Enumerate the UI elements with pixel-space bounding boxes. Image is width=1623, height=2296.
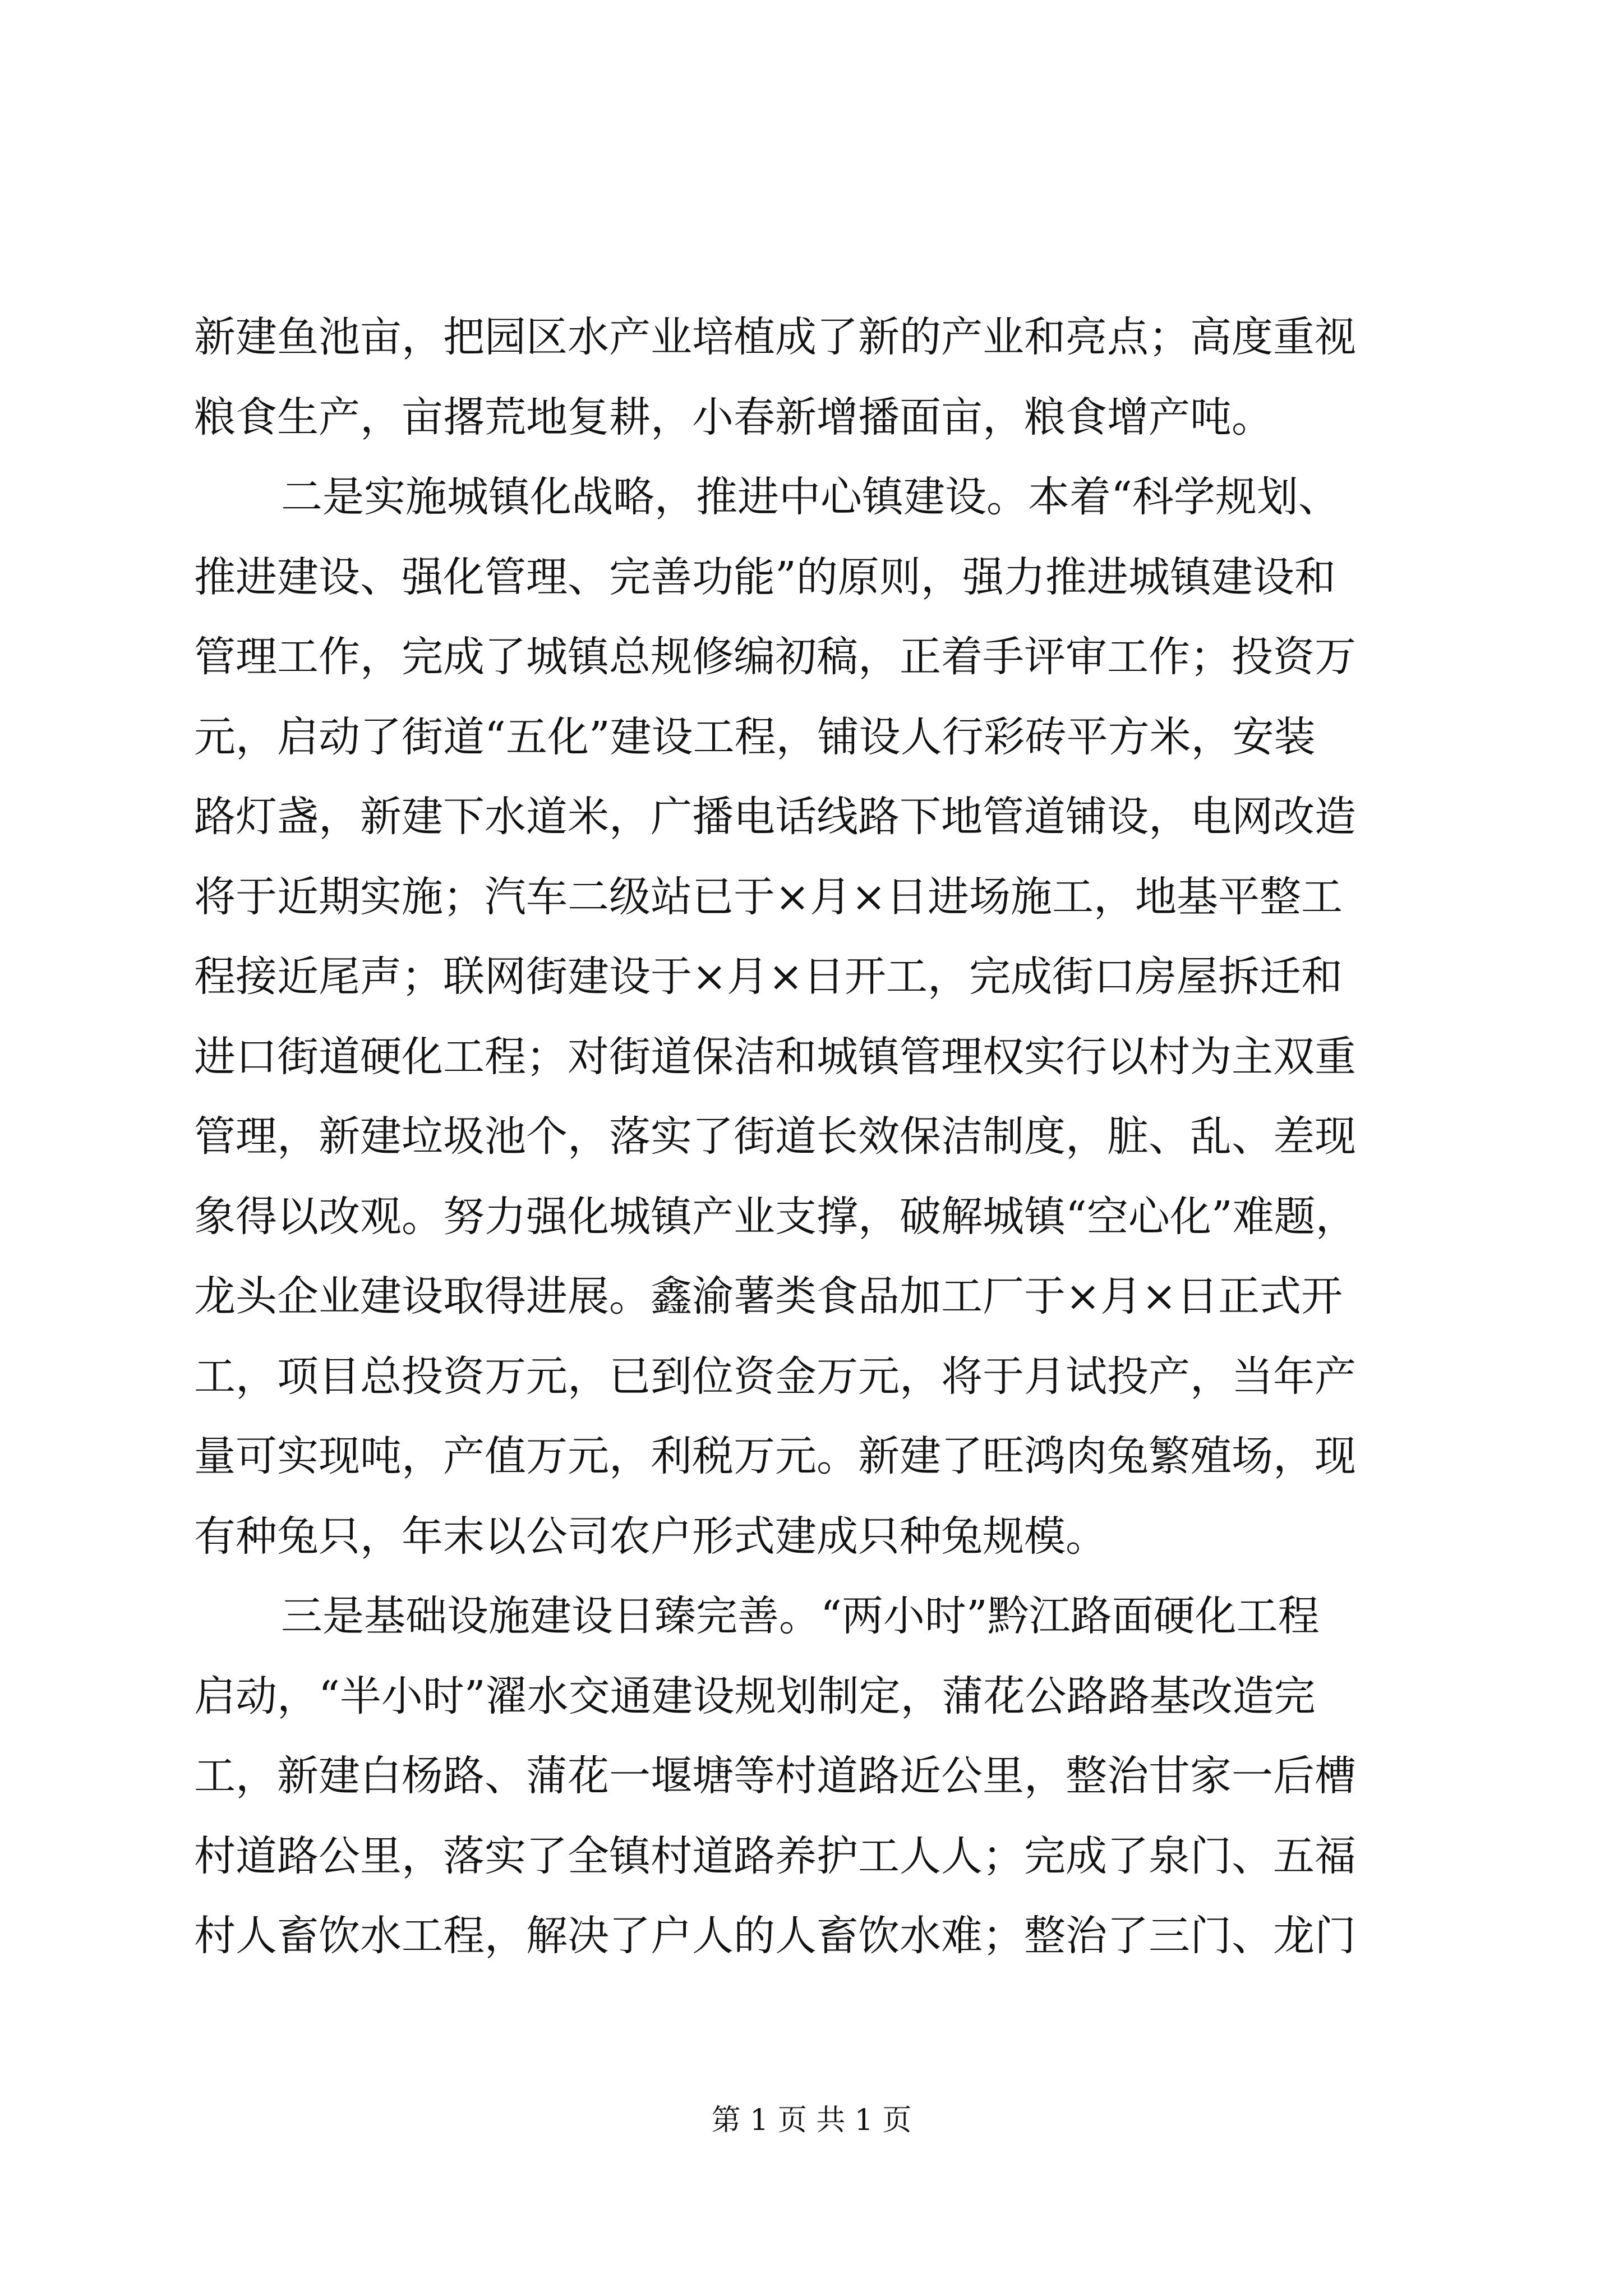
text-line: 推进建设、强化管理、完善功能”的原则，强力推进城镇建设和: [194, 553, 1336, 601]
text-line: 龙头企业建设取得进展。鑫渝薯类食品加工厂于×月×日正式开: [194, 1272, 1343, 1320]
text-line: 工，项目总投资万元，已到位资金万元，将于月试投产，当年产: [194, 1352, 1356, 1401]
paragraph-start-line: 二是实施城镇化战略，推进中心镇建设。本着“科学规划、: [281, 473, 1340, 521]
text-line: 工，新建白杨路、蒲花一堰塘等村道路近公里，整治甘家一后槽: [194, 1752, 1356, 1800]
text-line: 粮食生产，亩撂荒地复耕，小春新增播面亩，粮食增产吨。: [194, 393, 1273, 441]
text-line: 村人畜饮水工程，解决了户人的人畜饮水难；整治了三门、龙门: [194, 1912, 1356, 1960]
page-number-footer: 第 1 页 共 1 页: [711, 2104, 912, 2137]
paragraph-start-line: 三是基础设施建设日臻完善。“两小时”黔江路面硬化工程: [281, 1592, 1320, 1640]
text-line: 量可实现吨，产值万元，利税万元。新建了旺鸿肉兔繁殖场，现: [194, 1432, 1356, 1480]
text-line: 有种兔只，年末以公司农户形式建成只种兔规模。: [194, 1512, 1107, 1561]
text-line: 启动，“半小时”濯水交通建设规划制定，蒲花公路路基改造完: [194, 1672, 1316, 1720]
text-line: 程接近尾声；联网街建设于×月×日开工，完成街口房屋拆迁和: [194, 953, 1343, 1001]
text-line: 路灯盏，新建下水道米，广播电话线路下地管道铺设，电网改造: [194, 793, 1356, 841]
text-line: 元，启动了街道“五化”建设工程，铺设人行彩砖平方米，安装: [194, 712, 1316, 761]
text-line: 管理工作，完成了城镇总规修编初稿，正着手评审工作；投资万: [194, 633, 1356, 681]
body-text: [194, 297, 1433, 1976]
text-line: 新建鱼池亩，把园区水产业培植成了新的产业和亮点；高度重视: [194, 313, 1356, 361]
text-line: 村道路公里，落实了全镇村道路养护工人人；完成了泉门、五福: [194, 1832, 1356, 1880]
text-line: 将于近期实施；汽车二级站已于×月×日进场施工，地基平整工: [194, 872, 1343, 921]
text-line: 象得以改观。努力强化城镇产业支撑，破解城镇“空心化”难题，: [194, 1192, 1357, 1241]
text-line: 进口街道硬化工程；对街道保洁和城镇管理权实行以村为主双重: [194, 1032, 1356, 1081]
text-line: 管理，新建垃圾池个，落实了街道长效保洁制度，脏、乱、差现: [194, 1112, 1356, 1161]
